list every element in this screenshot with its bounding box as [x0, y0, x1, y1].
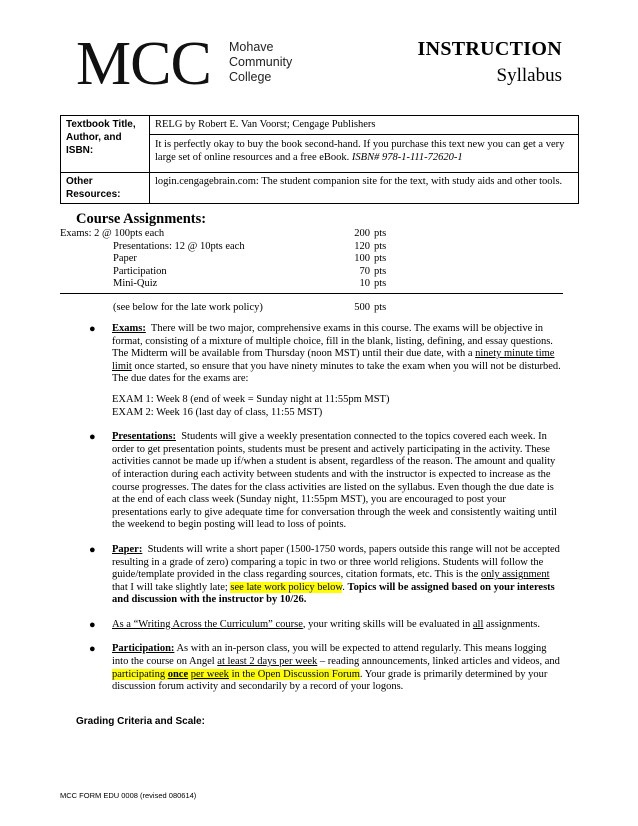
grading-criteria-heading: Grading Criteria and Scale:: [76, 716, 205, 727]
late-policy-note: (see below for the late work policy): [113, 301, 263, 313]
wac-text: , your writing skills will be evaluated in: [302, 618, 471, 630]
assignment-row: [60, 253, 563, 266]
participation-text-end: . Your grade is primarily determined by your discussion forum activity and secondarily by a record of your logons.: [112, 668, 548, 693]
assignment-unit: pts: [374, 265, 387, 277]
paper-text-cont: that I will take slightly late;: [112, 581, 228, 593]
logo-mark: MCC: [76, 30, 211, 98]
list-item: [89, 618, 561, 632]
paper-heading: Paper:: [112, 543, 143, 555]
course-info-table: [60, 115, 579, 204]
presentations-heading: Presentations:: [112, 431, 176, 443]
assignment-points: 70: [359, 265, 370, 277]
exam-1-date: EXAM 1: Week 8 (end of week = Sunday night at 11:55pm MST): [112, 393, 390, 405]
hl-participating: participating: [112, 668, 166, 680]
title-syllabus: Syllabus: [496, 65, 562, 86]
logo-line: College: [229, 70, 272, 84]
assignment-label: Mini-Quiz: [113, 278, 158, 290]
exams-text-cont: once started, so ensure that you have ninety minutes to take the exam when you will not be disturbed. The due dates for the exams are:: [112, 360, 561, 385]
textbook-value: [150, 116, 579, 173]
assignment-unit: pts: [374, 253, 387, 265]
bullet-icon: ●: [89, 431, 96, 444]
exams-heading: Exams:: [112, 323, 146, 334]
assignment-unit: pts: [374, 278, 387, 290]
hl-once: once: [167, 668, 189, 680]
course-assignments-heading: Course Assignments:: [76, 211, 207, 227]
form-footer: MCC FORM EDU 0008 (revised 080614): [60, 791, 197, 800]
table-row: [61, 116, 579, 173]
wac-label: As a “Writing Across the Curriculum” course: [112, 618, 303, 630]
participation-text: As with an in-person class, you will be expected to attend regularly. This means logging into the course on Angel: [112, 643, 547, 668]
assignment-points: 100: [354, 253, 370, 265]
document-title: [418, 38, 562, 87]
list-item: [89, 643, 561, 693]
assignment-label: Presentations: 12 @ 10pts each: [113, 240, 245, 252]
assignment-details: [89, 323, 561, 706]
presentations-text: Students will give a weekly presentation connected to the topics covered each week. In order to get presentation points, students must be present and actively participating in the activity. These activities cannot be made up if/when a student is absent, regardless of the reason. The amount and quality of interaction during each activity between students and with the instructor is expected to increase as the course progresses. The dates for the class activities are listed on the syllabus. Even though the due date is at the end of each class week (Sunday night, 11:55pm MST), you are encouraged to post your presentations early to give adequate time for conversation through the week and consistently waiting until the weekend to begin posting will lead to loss of points.: [112, 431, 557, 531]
participation-frequency: at least 2 days per week: [217, 656, 318, 668]
assignment-label: Participation: [113, 265, 167, 277]
logo-line: Community: [229, 55, 293, 69]
assignment-total-row: [60, 302, 563, 315]
bullet-icon: ●: [89, 543, 96, 556]
resources-label: Other Resources:: [61, 173, 150, 204]
list-item: [89, 323, 561, 419]
logo-line: Mohave: [229, 40, 274, 54]
exams-text: There will be two major, comprehensive exams in this course. The exams will be objective in format, consisting of a mixture of multiple choice, fill in the blank, listing, defining, and essay questions. The Midterm will be available from Thursday (noon MST) until their due date, with a: [112, 323, 553, 360]
wac-text-end: assignments.: [486, 618, 540, 630]
assignment-unit: pts: [374, 240, 387, 252]
hl-per-week: per week: [190, 668, 229, 680]
assignment-row: [60, 228, 563, 241]
assignment-row: [60, 241, 563, 254]
isbn: ISBN# 978-1-111-72620-1: [351, 152, 463, 163]
exam-dates: [112, 394, 561, 419]
exams-time-limit: ninety minute time limit: [112, 348, 555, 372]
hl-forum: in the Open Discussion Forum: [231, 668, 360, 680]
paper-topics-note: Topics will be assigned based on your interests and discussion with the instructor by 10/26.: [112, 581, 555, 606]
logo-college-name: [229, 40, 292, 85]
textbook-note-text: It is perfectly okay to buy the book second-hand. If you purchase this text new you can get a very large set of online resources and a free eBook.: [155, 139, 565, 163]
participation-highlight: [112, 669, 360, 680]
assignment-label: Paper: [113, 253, 137, 265]
total-points: 500: [354, 301, 370, 313]
textbook-label: Textbook Title, Author, and ISBN:: [61, 116, 150, 173]
assignment-points: 120: [354, 240, 370, 252]
bullet-icon: ●: [89, 323, 96, 335]
late-policy-highlight: see late work policy below: [230, 581, 343, 593]
assignment-row: [60, 278, 563, 291]
exam-2-date: EXAM 2: Week 16 (last day of class, 11:55 MST): [112, 406, 323, 418]
title-instruction: INSTRUCTION: [417, 38, 562, 60]
paper-only-assignment: only assignment: [480, 569, 550, 581]
paper-text: Students will write a short paper (1500-1750 words, papers outside this range will not be accepted resulting in a grade of zero) comparing a topic in two or three world religions. Students will follow the guide/template provided in the class regarding sources, citation formats, etc. This is the: [112, 543, 560, 581]
assignments-list: [60, 228, 563, 315]
textbook-note: [150, 134, 578, 164]
total-unit: pts: [374, 301, 387, 313]
table-row: [61, 173, 579, 204]
assignment-unit: pts: [374, 228, 387, 239]
bullet-icon: ●: [89, 618, 96, 631]
assignment-row: [60, 266, 563, 279]
wac-all: all: [472, 618, 484, 630]
assignment-points: 10: [359, 278, 370, 290]
participation-text-cont: – reading announcements, linked articles and videos, and: [319, 656, 560, 668]
assignment-label: Exams: 2 @ 100pts each: [60, 228, 165, 239]
list-item: [89, 431, 561, 532]
textbook-title-author: RELG by Robert E. Van Voorst; Cengage Publishers: [155, 119, 376, 130]
total-divider: [60, 293, 563, 294]
participation-heading: Participation:: [112, 643, 175, 655]
list-item: ● Paper: Students will write a short paper (1500-1750 words, papers outside this range will not be accepted resulting in a grade of zero) comparing a topic in two or three world religions. Students will follow the guide/template provided in the class regarding sources, citation formats, etc. This is the only assignment that I will take slightly late; see late work policy below. Topics will be assigned based on your interests and discussion with the instructor by 10/26.: [89, 543, 560, 606]
bullet-icon: ●: [89, 643, 96, 656]
resources-value: login.cengagebrain.com: The student companion site for the text, with study aids and other tools.: [150, 173, 579, 204]
assignment-points: 200: [354, 228, 370, 239]
